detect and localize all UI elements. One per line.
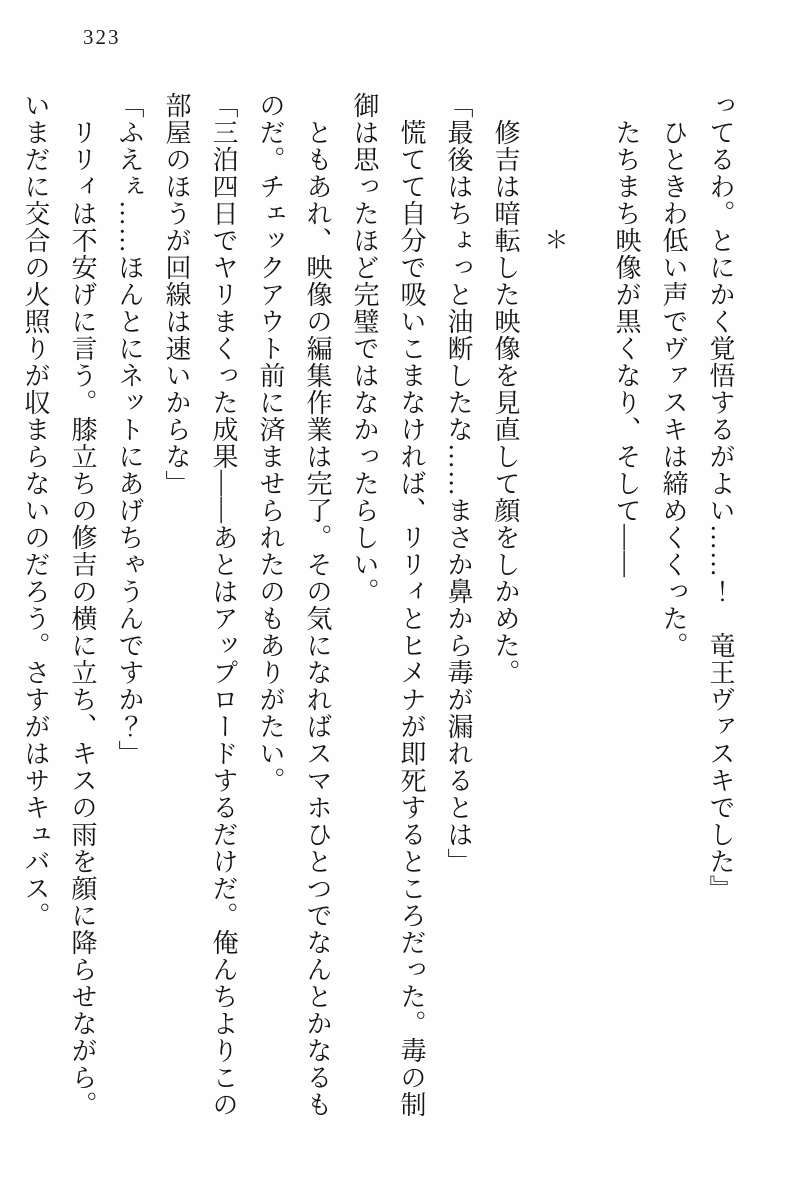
text-line: 修吉は暗転した映像を見直して顔をしかめた。	[491, 92, 520, 686]
text-line: のだ。チェックアウト前に済ませられたのもありがたい。	[256, 92, 285, 794]
text-line: ともあれ、映像の編集作業は完了。その気になればスマホひとつでなんとかなるも	[303, 92, 332, 1118]
text-line: 「最後はちょっと油断したな……まさか鼻から毒が漏れるとは」	[444, 92, 473, 875]
vertical-text-block	[12, 92, 744, 1142]
page-number: 323	[83, 25, 121, 49]
text-line: ひときわ低い声でヴァスキは締めくくった。	[659, 92, 688, 659]
text-line: いまだに交合の火照りが収まらないのだろう。さすがはサキュバス。	[21, 92, 50, 929]
section-break-asterisk: ＊	[540, 227, 566, 252]
text-line: リリィは不安げに言う。膝立ちの修吉の横に立ち、キスの雨を顔に降らせながら。	[68, 92, 97, 1118]
text-line: 部屋のほうが回線は速いからな」	[162, 92, 191, 497]
text-line: たちまち映像が黒くなり、そして――	[612, 92, 641, 578]
text-line: 「三泊四日でヤリまくった成果――あとはアップロードするだけだ。俺んちよりこの	[209, 92, 238, 1118]
text-line: 御は思ったほど完璧ではなかったらしい。	[350, 92, 379, 605]
text-line: ってるわ。とにかく覚悟するがよい……！ 竜王ヴァスキでした』	[706, 92, 735, 902]
text-line: 「ふえぇ……ほんとにネットにあげちゃうんですか？」	[115, 92, 144, 767]
text-line: 慌てて自分で吸いこまなければ、リリィとヒメナが即死するところだった。毒の制	[397, 92, 426, 1118]
